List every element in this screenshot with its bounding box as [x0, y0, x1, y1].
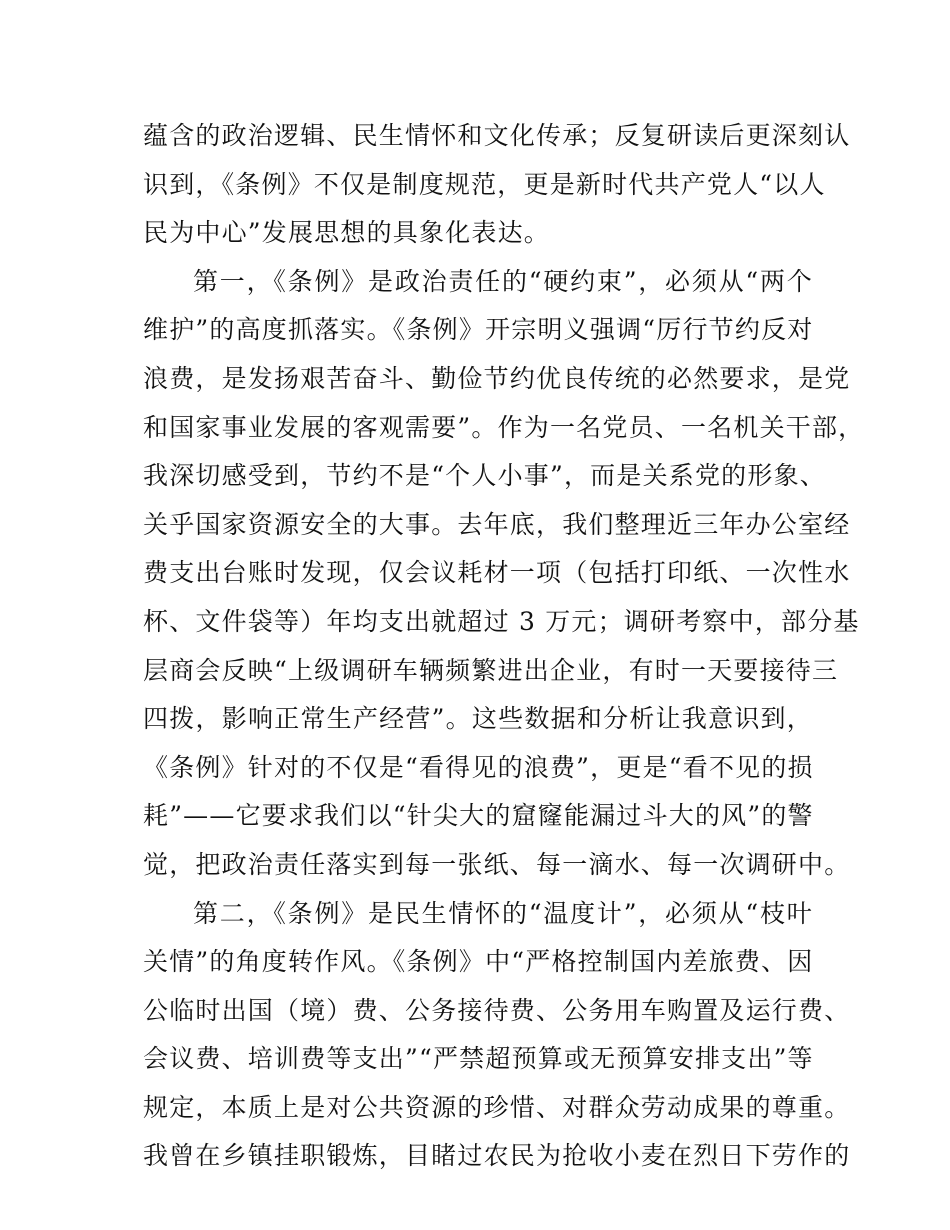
paragraph-first-point [143, 258, 865, 890]
text-line: 浪费，是发扬艰苦奋斗、勤俭节约优良传统的必然要求，是党 [143, 363, 851, 393]
text-line: 维护”的高度抓落实。《条例》开宗明义强调“厉行节约反对 [143, 315, 814, 345]
text-line: 我曾在乡镇挂职锻炼，目睹过农民为抢收小麦在烈日下劳作的 [143, 1141, 851, 1171]
text-line: 第一，《条例》是政治责任的“硬约束”，必须从“两个 [193, 266, 813, 296]
text-line: 会议费、培训费等支出”“严禁超预算或无预算安排支出”等 [143, 1044, 814, 1074]
text-line: 四拨，影响正常生产经营”。这些数据和分析让我意识到， [143, 704, 813, 734]
text-line: 《条例》针对的不仅是“看得见的浪费”，更是“看不见的损 [143, 752, 814, 782]
text-line: 和国家事业发展的客观需要”。作为一名党员、一名机关干部， [143, 412, 865, 442]
text-line: 识到，《条例》不仅是制度规范，更是新时代共产党人“以人 [143, 169, 826, 199]
paragraph-second-point [143, 890, 851, 1182]
text-line: 关乎国家资源安全的大事。去年底，我们整理近三年办公室经 [143, 509, 851, 539]
text-line: 层商会反映“上级调研车辆频繁进出企业，有时一天要接待三 [143, 655, 839, 685]
text-line: 我深切感受到，节约不是“个人小事”，而是关系党的形象、 [143, 461, 826, 491]
document-body [143, 112, 865, 1181]
text-line: 关情”的角度转作风。《条例》中“严格控制国内差旅费、因 [143, 947, 814, 977]
text-line: 觉，把政治责任落实到每一张纸、每一滴水、每一次调研中。 [143, 849, 851, 879]
text-line: 蕴含的政治逻辑、民生情怀和文化传承；反复研读后更深刻认 [143, 121, 851, 150]
text-line: 耗”——它要求我们以“针尖大的窟窿能漏过斗大的风”的警 [143, 801, 814, 831]
text-line: 费支出台账时发现，仅会议耗材一项（包括打印纸、一次性水 [143, 558, 851, 588]
text-line: 第二，《条例》是民生情怀的“温度计”，必须从“枝叶 [193, 898, 813, 928]
text-line: 公临时出国（境）费、公务接待费、公务用车购置及运行费、 [143, 995, 851, 1025]
text-line: 民为中心”发展思想的具象化表达。 [143, 218, 550, 248]
text-line: 杯、文件袋等）年均支出就超过 3 万元；调研考察中，部分基 [143, 606, 860, 636]
paragraph-intro-continuation [143, 112, 851, 258]
text-line: 规定，本质上是对公共资源的珍惜、对群众劳动成果的尊重。 [143, 1092, 851, 1122]
